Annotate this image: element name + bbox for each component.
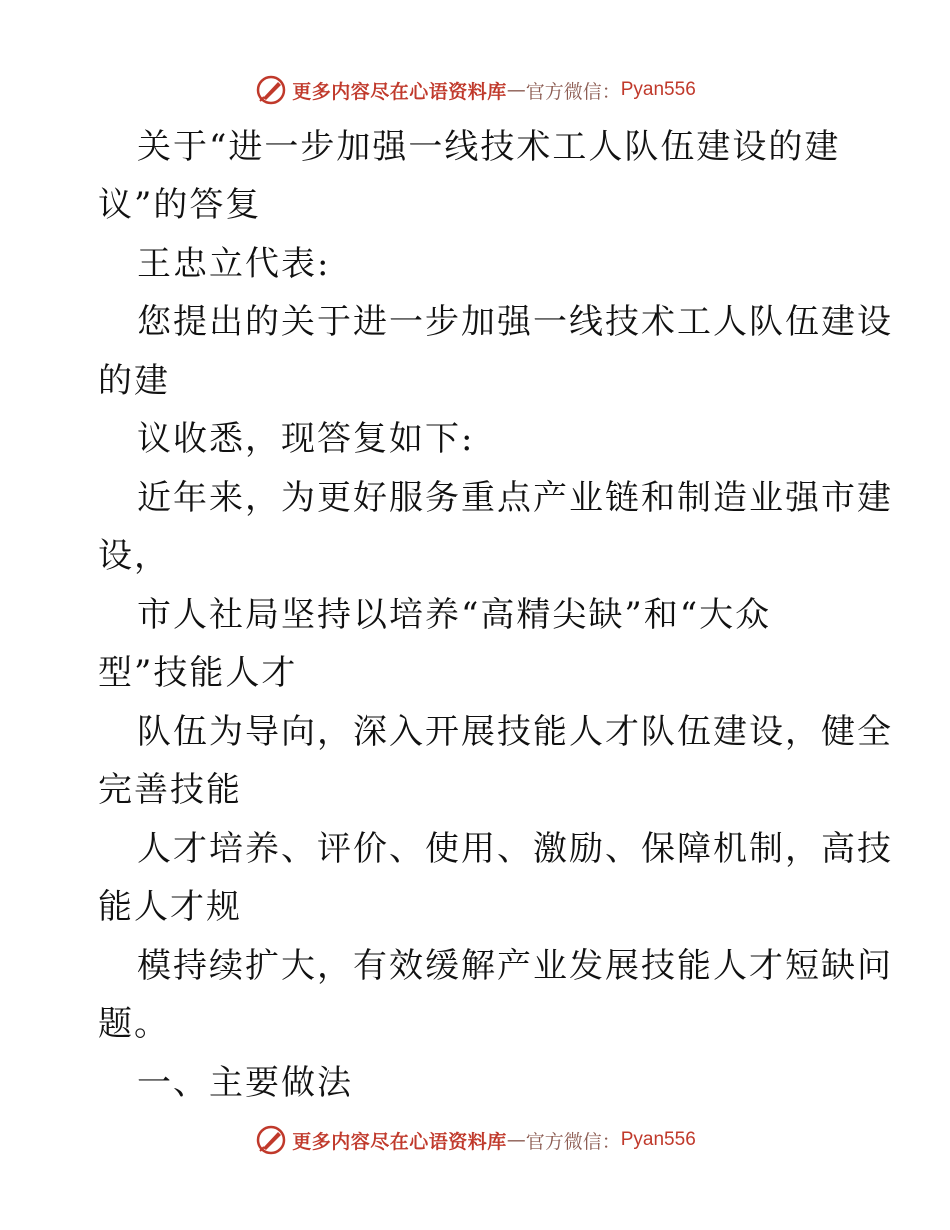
- body-line: 近年来，为更好服务重点产业链和制造业强市建: [137, 478, 893, 518]
- banner-wechat-id: Pyan556: [620, 79, 696, 100]
- banner-wechat-id: Pyan556: [620, 1129, 696, 1150]
- banner-brand-text: 更多内容尽在心语资料库: [292, 80, 507, 103]
- body-line: 能人才规: [98, 887, 242, 927]
- document-title-line-2: 议”的答复: [98, 185, 262, 225]
- body-line: 您提出的关于进一步加强一线技术工人队伍建设: [137, 302, 893, 342]
- body-line: 题。: [98, 1004, 170, 1044]
- header-watermark-banner: [0, 70, 950, 110]
- banner-separator: —: [506, 79, 526, 101]
- salutation: 王忠立代表:: [137, 244, 331, 284]
- body-line: 市人社局坚持以培养“高精尖缺”和“大众: [137, 595, 772, 635]
- body-line: 型”技能人才: [98, 653, 298, 693]
- body-line: 完善技能: [98, 770, 242, 810]
- body-line: 模持续扩大，有效缓解产业发展技能人才短缺问: [137, 946, 893, 986]
- banner-brand-text: 更多内容尽在心语资料库: [292, 1130, 507, 1153]
- body-line: 队伍为导向，深入开展技能人才队伍建设，健全: [137, 712, 893, 752]
- body-line: 设，: [98, 536, 170, 576]
- banner-separator: —: [506, 1129, 526, 1151]
- body-line: 议收悉，现答复如下:: [137, 419, 475, 459]
- quill-pen-logo-icon: [254, 1123, 288, 1157]
- banner-wechat-label: 官方微信：: [525, 1130, 621, 1153]
- body-line: 人才培养、评价、使用、激励、保障机制，高技: [137, 829, 893, 869]
- banner-wechat-label: 官方微信：: [525, 80, 621, 103]
- section-heading: 一、主要做法: [137, 1063, 353, 1103]
- body-line: 的建: [98, 361, 170, 401]
- footer-watermark-banner: [0, 1120, 950, 1160]
- quill-pen-logo-icon: [254, 73, 288, 107]
- document-title-line-1: 关于“进一步加强一线技术工人队伍建设的建: [137, 127, 841, 167]
